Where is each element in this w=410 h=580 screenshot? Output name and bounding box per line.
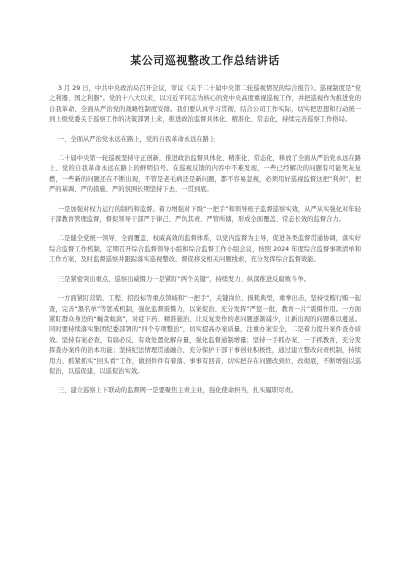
- section-heading-1: 一、全面从严治党永远在路上，党的自我革命永远在路上: [57, 135, 216, 143]
- paragraph-1: 3 月 29 日，中共中央政治局召开会议，审议《关于二十届中央第二轮巡视情况的综合报告》。巡视制度是“党之利器、国之利器”。党的十八大以来，以习近平同志为核心的党中央高度重视巡视工作，并把巡视作为推进党的自我革命、全面从严治党的战略性制度安排。我们要认真学习贯彻，结合公司工作实际，切实把思想和行动统一到上级党委关于巡察工作的决策部署上来，推进政治监督具体化、精准化、常态化，持续完善巡察工作格局。: [49, 85, 361, 124]
- section-heading-3: 三、建立巡察上下联动的监督网一是要聚焦主责主业，强化使命担当，扎实履职尽责。: [57, 387, 298, 395]
- paragraph-3: 一是加强对权力运行的制约和监督。着力增强对下级“一把手”和领导班子监督巡察实效，从严从实强化对年轻干部教育管理监督，督促领导干部严于律己、严负其责、严管所辖，形成全面覆盖、常态长效的监督合力。: [49, 205, 361, 224]
- document-title: 某公司巡视整改工作总结讲话: [130, 54, 280, 67]
- paragraph-6: 一方面紧盯营销、工程、招投标等重点领域和“一把手”，关键岗位、损耗典型，重拳出击，坚持受贿行贿一起查，完善“黑名单”等惩戒机制，强化监督震慑力，以案促治、充分发挥“严惩一批，教育一片”震慑作用。一方面紧盯群众身边的“蝇贪蚁腐”，对症下药、精准施治，让反复发作的老问题逐渐减少，让新出现的问题难以蔓延。同时要持续落实集团纪委部署的“四个专项整治”，切实提高办案质量，注重办案安全，二是着力提升案件查办质效。坚持有案必查，有腐必反，有效处置化解存量，强化监督通制增量；坚持一手抓办案、一手抓教育，充分发挥查办案件的治本功能；坚持纪法情理贯通融合，充分保护干部干事创业积极性，通过建立整改问责机制，持续用力、抓紧抓实“回头看”工作，做到件件有着落、事事有回音，切实把存在问题改到位、改彻底，不断增强以巡促治，以巡促建，以巡促治实效。: [49, 295, 361, 375]
- paragraph-5: 三是紧密突出重点，巡察出威慑力一是紧盯“两个关键”，持续发力、纵深推进反腐败斗争。: [57, 275, 310, 283]
- paragraph-2: 二十届中央第一轮巡视坚持守正创新，推进政治监督具体化、精准化、常态化，释放了全面从严治党永远在路上、党的自我革命永远在路上的鲜明信号。在巡视反馈的内容中不难发现，一些已经解决的问题有可能死灰复燃，一些新的问题还在不断出现，不管是老毛病还是新问题，都不容易忽视，必须用好巡视监督这把“利剑”，把严的基调、严的措施、严的氛围长期坚持下去，一贯到底。: [49, 155, 361, 194]
- paragraph-4: 二是健全党统一领导、全面覆盖、权威高效的监督体系，以党内监督为主导，促进各类监督贯通协调，落实好综合监督工作机制，定期召开综合监督领导小组和综合监督工作小组会议，按照 2024 年度综合监督事项清单和工作方案，及时监督巡察并跟踪落实巡视整改，督促移交相关问题线索，充分发挥综合监督效能。: [49, 235, 361, 264]
